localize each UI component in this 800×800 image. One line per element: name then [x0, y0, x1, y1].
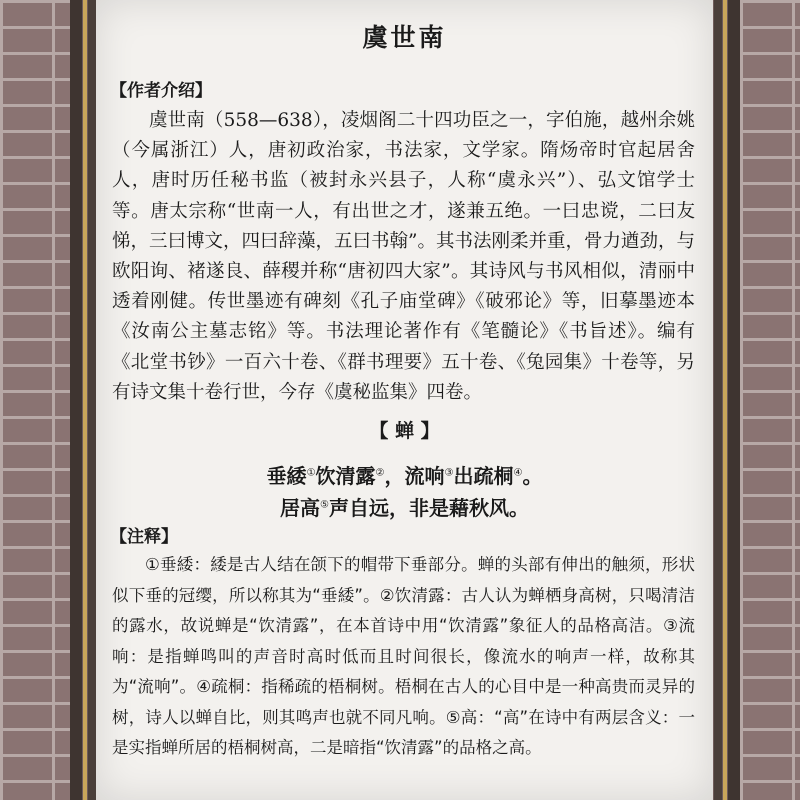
poem-text: 垂緌	[266, 464, 307, 488]
notes-heading: 【注释】	[110, 527, 178, 547]
author-bio: 虞世南（558—638），凌烟阁二十四功臣之一，字伯施，越州余姚（今属浙江）人，唐初政治家，书法家，文学家。隋炀帝时官起居舍人，唐时历任秘书监（被封永兴县子，人称“虞永兴”）、弘文馆学士等。唐太宗称“世南一人，有出世之才，遂兼五绝。一曰忠谠，二曰友悌，三曰博文，四曰辞藻，五曰书翰”。其书法刚柔并重，骨力遒劲，与欧阳询、褚遂良、薛稷并称“唐初四大家”。其诗风与书风相似，清丽中透着刚健。传世墨迹有碑刻《孔子庙堂碑》《破邪论》等，旧摹墨迹本《汝南公主墓志铭》等。书法理论著作有《笔髓论》《书旨述》。编有《北堂书钞》一百六十卷、《群书理要》五十卷、《兔园集》十卷等，另有诗文集十卷行世，今存《虞秘监集》四卷。	[112, 110, 695, 403]
note-marker: ③	[444, 467, 454, 479]
author-heading: 【作者介绍】	[110, 81, 212, 101]
poem-text: 居高	[280, 496, 321, 520]
brick-wall-right	[740, 0, 800, 800]
document-page	[96, 0, 713, 800]
poem-text: 出疏桐	[453, 464, 514, 488]
frame-gold-line-left	[83, 0, 87, 800]
poem-text: 。	[522, 464, 543, 488]
poem-text: 声自远，非是藉秋风。	[328, 496, 529, 520]
notes-text: ①垂緌：緌是古人结在颌下的帽带下垂部分。蝉的头部有伸出的触须，形状似下垂的冠缨，所以称其为“垂緌”。②饮清露：古人认为蝉栖身高树，只喝清洁的露水，故说蝉是“饮清露”，在本首诗中用“饮清露”象征人的品格高洁。③流响：是指蝉鸣叫的声音时高时低而且时间很长，像流水的响声一样，故称其为“流响”。④疏桐：指稀疏的梧桐树。梧桐在古人的心目中是一种高贵而灵异的树，诗人以蝉自比，则其鸣声也就不同凡响。⑤高：“高”在诗中有两层含义：一是实指蝉所居的梧桐树高，二是暗指“饮清露”的品格之高。	[112, 555, 695, 757]
frame-gold-line-right	[723, 0, 727, 800]
note-marker: ⑤	[320, 499, 329, 511]
note-marker: ①	[306, 467, 316, 479]
poem-line-1	[96, 460, 713, 489]
poem-text: 饮清露	[315, 464, 376, 488]
note-marker: ②	[375, 467, 385, 479]
poem-title: 【 蝉 】	[369, 420, 440, 442]
note-marker: ④	[513, 467, 523, 479]
page-title: 虞世南	[362, 23, 447, 52]
frame-inner-rail-right	[714, 0, 722, 800]
brick-wall-left	[0, 0, 70, 800]
poem-text: ，流响	[384, 464, 445, 488]
frame-rail-left	[70, 0, 82, 800]
poem-line-2	[96, 492, 713, 521]
frame-rail-right	[728, 0, 740, 800]
frame-inner-rail-left	[88, 0, 96, 800]
